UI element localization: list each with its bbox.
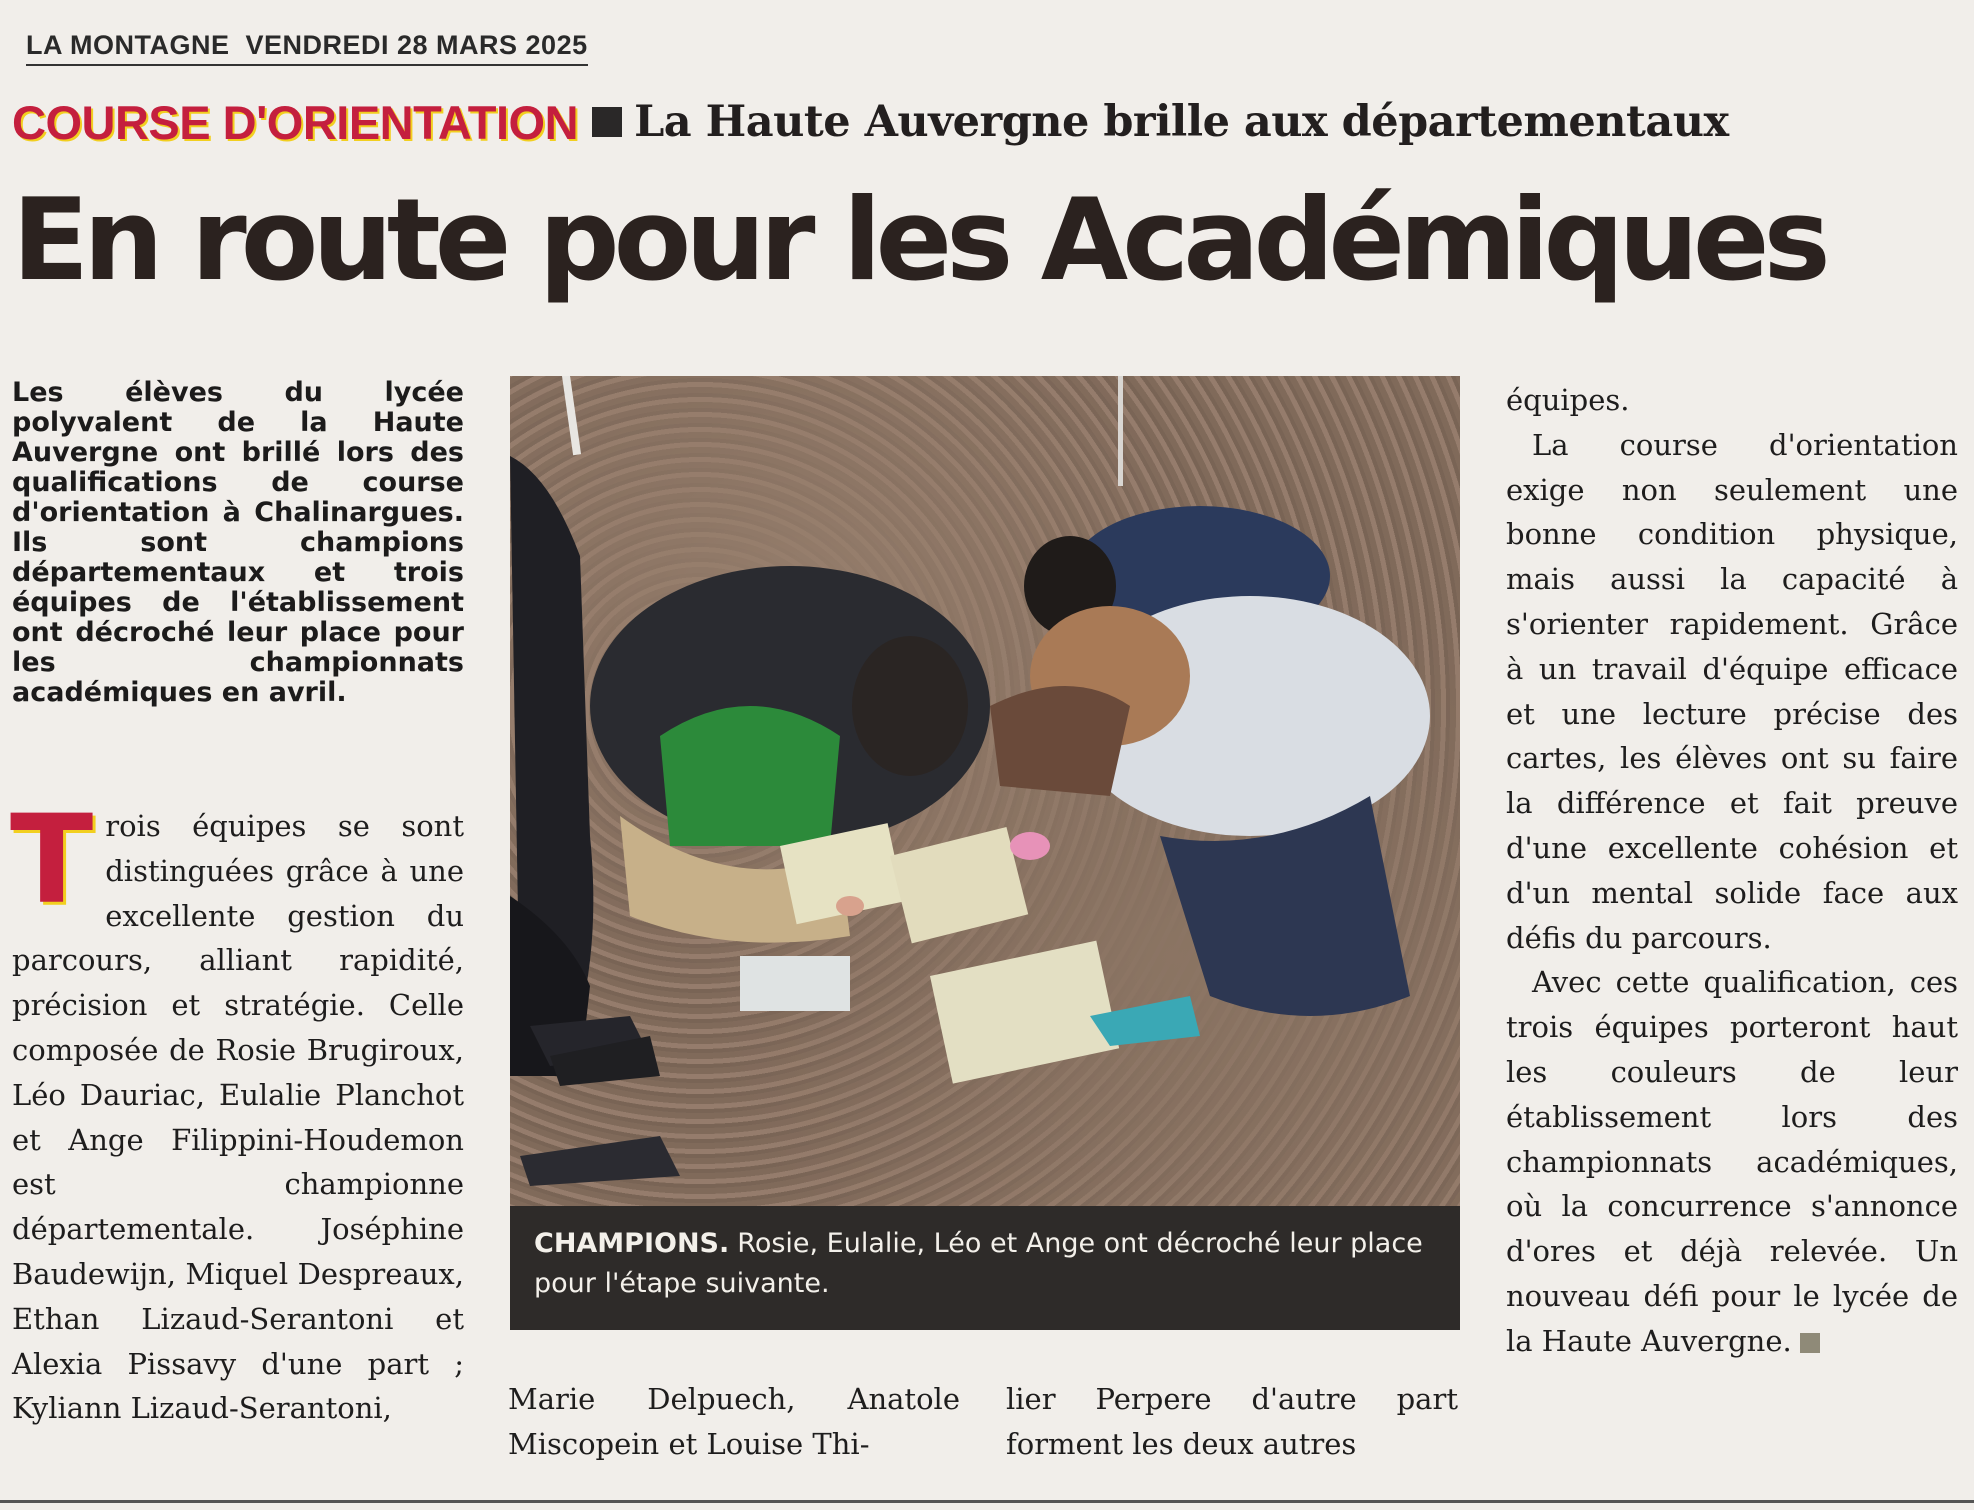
body-text-1: rois équipes se sont distinguées grâce à une excellente gestion du parcours, alliant rapidité, précision et stratégie. Celle composée de Rosie Brugiroux, Léo Dauriac, Eulalie Planchot et Ange Filippini-Houdemon est championne départementale. Joséphine Baudewijn, Miquel Despreaux, Ethan Lizaud-Serantoni et Alexia Pissavy d'une part ; Kyliann Lizaud-Serantoni, xyxy=(12,809,464,1426)
body-text-2: Marie Delpuech, Anatole Miscopein et Louise Thi- xyxy=(508,1382,960,1461)
body-text-4a: équipes. xyxy=(1506,383,1630,417)
square-bullet-icon xyxy=(592,107,622,137)
body-column-4 xyxy=(1506,378,1958,1364)
body-column-2 xyxy=(508,1377,960,1467)
orienteering-photo-illustration xyxy=(510,376,1460,1206)
body-text-3: lier Perpere d'autre part forment les deux autres xyxy=(1006,1382,1458,1461)
body-column-3 xyxy=(1006,1377,1458,1467)
publication-name: LA MONTAGNE xyxy=(26,30,230,60)
rubric-row xyxy=(12,92,1729,152)
end-of-article-icon xyxy=(1800,1333,1820,1353)
article-photo xyxy=(510,376,1460,1206)
standfirst: Les élèves du lycée polyvalent de la Haute Auvergne ont brillé lors des qualifications de course d'orientation à Chalinargues. Ils sont champions départementaux et trois équipes de l'établissement ont décroché leur place pour les championnats académiques en avril. xyxy=(12,377,464,708)
page-header xyxy=(26,30,588,66)
drop-cap: T xyxy=(10,789,94,931)
caption-lead: CHAMPIONS. xyxy=(534,1228,730,1259)
publication-date: VENDREDI 28 MARS 2025 xyxy=(245,30,588,60)
body-column-1 xyxy=(10,789,464,1431)
body-text-4c: Avec cette qualification, ces trois équipes porteront haut les couleurs de leur établissement lors des championnats académiques, où la concurrence s'annonce d'ores et déjà relevée. Un nouveau défi pour le lycée de la Haute Auvergne. xyxy=(1506,965,1958,1358)
bottom-rule xyxy=(0,1500,1974,1503)
section-rubric: COURSE D'ORIENTATION xyxy=(12,95,579,149)
caption-text: Rosie, Eulalie, Léo et Ange ont décroché leur place pour l'étape suivante. xyxy=(534,1228,1423,1299)
kicker: La Haute Auvergne brille aux départementaux xyxy=(634,97,1729,147)
body-text-4b: La course d'orientation exige non seulement une bonne condition physique, mais aussi la capacité à s'orienter rapidement. Grâce à un travail d'équipe efficace et une lecture précise des cartes, les élèves ont su faire la différence et fait preuve d'une excellente cohésion et d'un mental solide face aux défis du parcours. xyxy=(1506,427,1958,955)
photo-caption xyxy=(510,1206,1460,1330)
headline: En route pour les Académiques xyxy=(12,174,1825,306)
